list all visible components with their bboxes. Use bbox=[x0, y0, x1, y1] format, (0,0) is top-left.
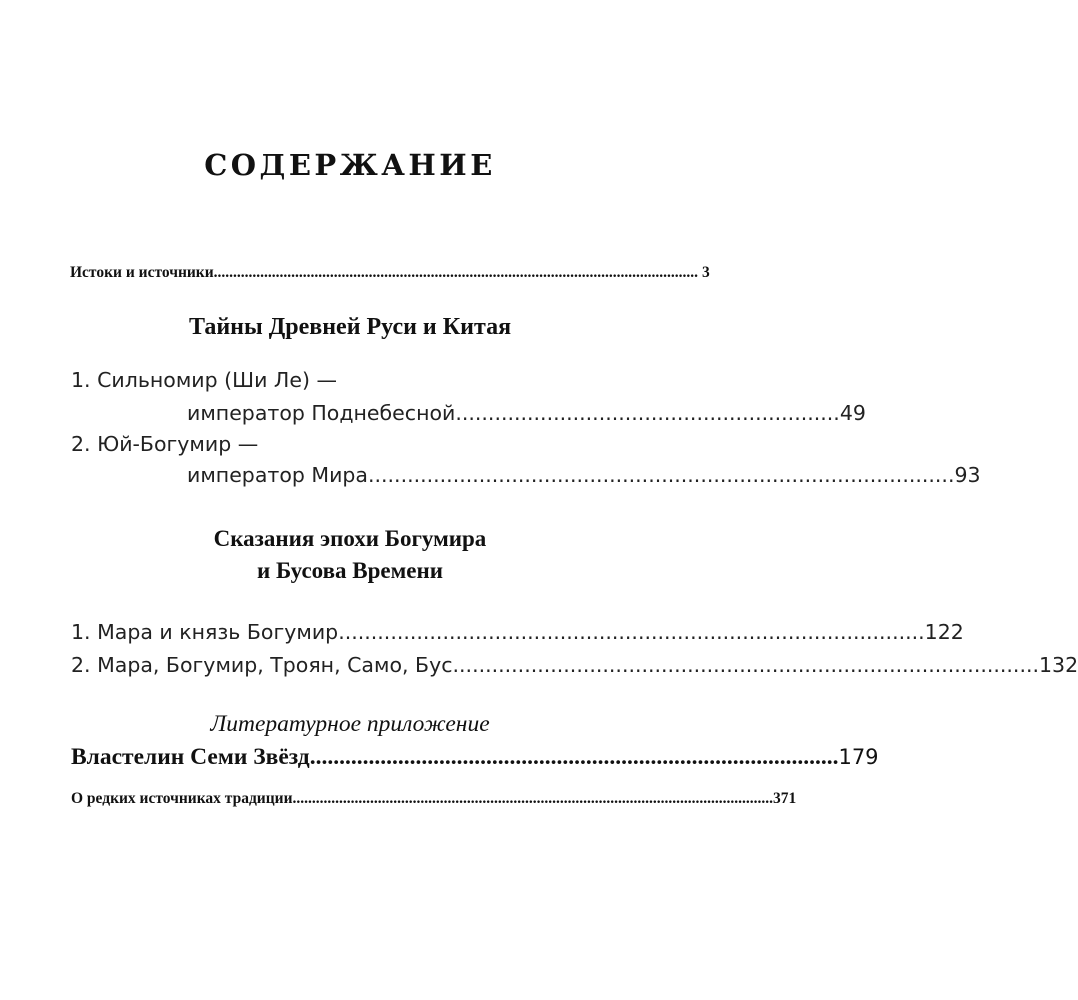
toc-entry-page: 371 bbox=[773, 790, 797, 807]
leader-dots: .......................................................................................... bbox=[452, 653, 1039, 677]
leader-dots: .......................................................................................... bbox=[309, 744, 839, 770]
toc-entry-page: 132 bbox=[1039, 653, 1078, 677]
toc-entry-sources[interactable] bbox=[70, 264, 710, 282]
toc-entry-page: 49 bbox=[839, 401, 866, 425]
section-heading: и Бусова Времени bbox=[257, 558, 443, 583]
toc-entry-label: О редких источниках традиции bbox=[71, 790, 293, 807]
toc-entry-mara-bus[interactable] bbox=[71, 653, 1078, 677]
leader-dots: ............................................................................................................................ bbox=[217, 264, 699, 281]
appendix-heading: Литературное приложение bbox=[210, 711, 490, 737]
toc-entry-label: Властелин Семи Звёзд bbox=[71, 744, 310, 770]
leader-dots: ............................................................................................................................ bbox=[292, 790, 774, 807]
toc-entry-mara-bogumir[interactable] bbox=[71, 620, 964, 644]
toc-entry-label: император Мира bbox=[187, 463, 368, 487]
section-heading: Тайны Древней Руси и Китая bbox=[188, 314, 512, 340]
toc-entry-shilee[interactable] bbox=[187, 401, 866, 425]
toc-entry-seven-stars[interactable] bbox=[71, 744, 879, 771]
toc-entry-page: 93 bbox=[954, 463, 981, 487]
toc-entry-page: 3 bbox=[702, 264, 710, 281]
toc-entry-label: Истоки и источники. bbox=[70, 264, 218, 281]
toc-entry-line[interactable]: 1. Сильномир (Ши Ле) — bbox=[71, 368, 337, 392]
section-heading: Сказания эпохи Богумира bbox=[213, 526, 487, 551]
page-title: СОДЕРЖАНИЕ bbox=[204, 148, 496, 182]
toc-entry-rare-sources[interactable] bbox=[71, 790, 797, 808]
toc-entry-label: император Поднебесной. bbox=[187, 401, 462, 425]
toc-entry-label: 2. Мара, Богумир, Троян, Само, Бус bbox=[71, 653, 453, 677]
toc-entry-page: 179 bbox=[838, 745, 879, 769]
toc-entry-yui-bogumir[interactable] bbox=[187, 463, 981, 487]
toc-entry-label: 1. Мара и князь Богумир bbox=[71, 620, 339, 644]
leader-dots: .......................................................................................... bbox=[367, 463, 955, 487]
leader-dots: .......................................................... bbox=[461, 401, 840, 425]
toc-entry-page: 122 bbox=[924, 620, 964, 644]
leader-dots: .......................................................................................... bbox=[338, 620, 925, 644]
toc-entry-line[interactable]: 2. Юй-Богумир — bbox=[71, 432, 259, 456]
